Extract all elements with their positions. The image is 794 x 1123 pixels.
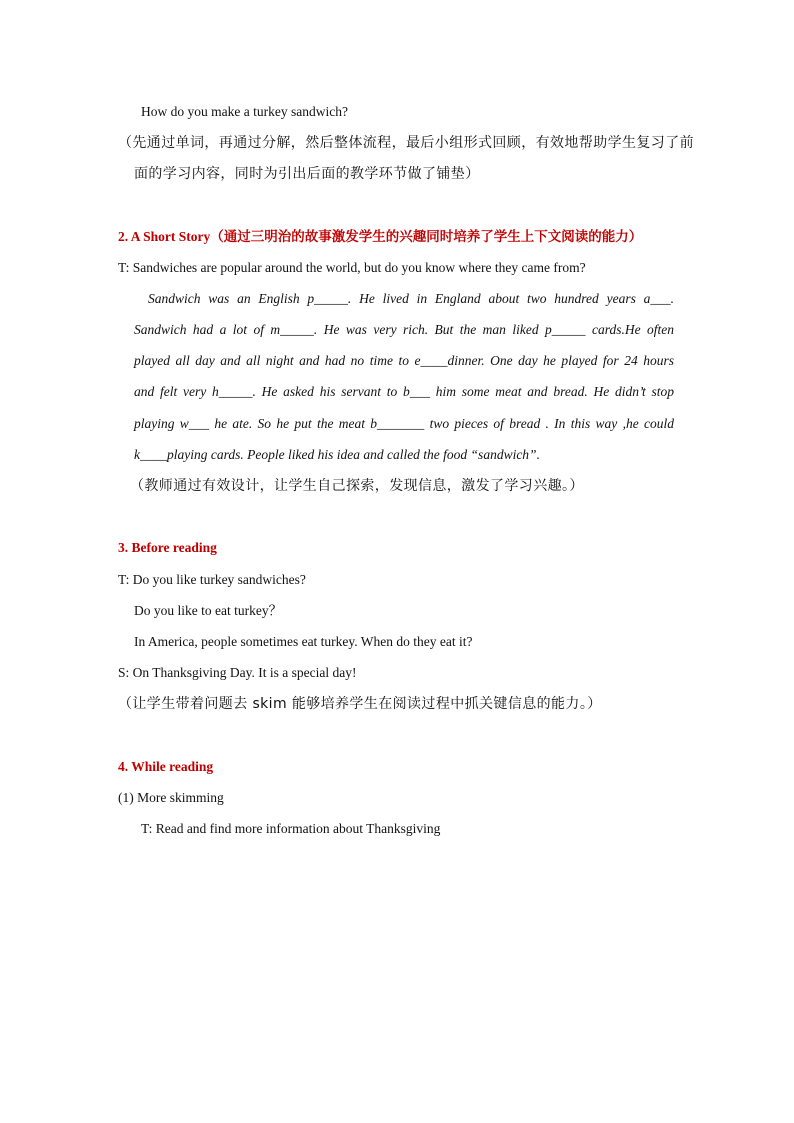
sub-heading: (1) More skimming [118,790,224,805]
question-line: How do you make a turkey sandwich? [141,104,348,119]
heading-note: （通过三明治的故事激发学生的兴趣同时培养了学生上下文阅读的能力） [210,229,643,245]
teaching-note: （让学生带着问题去 skim 能够培养学生在阅读过程中抓关键信息的能力。） [118,696,602,712]
story-line-2: Sandwich had a lot of m_____. He was very rich. But the man liked p_____ cards.He often [134,322,674,337]
teacher-line: T: Sandwiches are popular around the world, but do you know where they came from? [118,260,586,275]
story-line-3: played all day and all night and had no time to e____dinner. One day he played for 24 hours [134,353,674,368]
dialogue-line: In America, people sometimes eat turkey. When do they eat it? [134,634,473,649]
story-line-6: k____playing cards. People liked his idea and called the food “sandwich”. [134,447,540,462]
story-line-5: playing w___ he ate. So he put the meat b_______ two pieces of bread . In this way ,he could [134,416,674,431]
teaching-note: （先通过单词，再通过分解，然后整体流程，最后小组形式回顾，有效地帮助学生复习了前 [118,135,694,151]
section-heading-before-reading: 3. Before reading [118,540,217,555]
dialogue-line: S: On Thanksgiving Day. It is a special day! [118,665,357,680]
story-line-1: Sandwich was an English p_____. He lived in England about two hundred years a___. [148,291,674,306]
section-heading-short-story [118,227,642,247]
teacher-line: T: Read and find more information about Thanksgiving [141,821,441,836]
dialogue-line: Do you like to eat turkey？ [134,603,283,618]
dialogue-line: T: Do you like turkey sandwiches? [118,572,306,587]
section-heading-while-reading: 4. While reading [118,759,214,774]
heading-text: 2. A Short Story [118,229,211,244]
teaching-note-continued: 面的学习内容，同时为引出后面的教学环节做了铺垫） [134,166,480,182]
teaching-note: （教师通过有效设计，让学生自己探索，发现信息，激发了学习兴趣。） [130,478,584,494]
story-line-4: and felt very h_____. He asked his servant to b___ him some meat and bread. He didn’t stop [134,384,674,399]
